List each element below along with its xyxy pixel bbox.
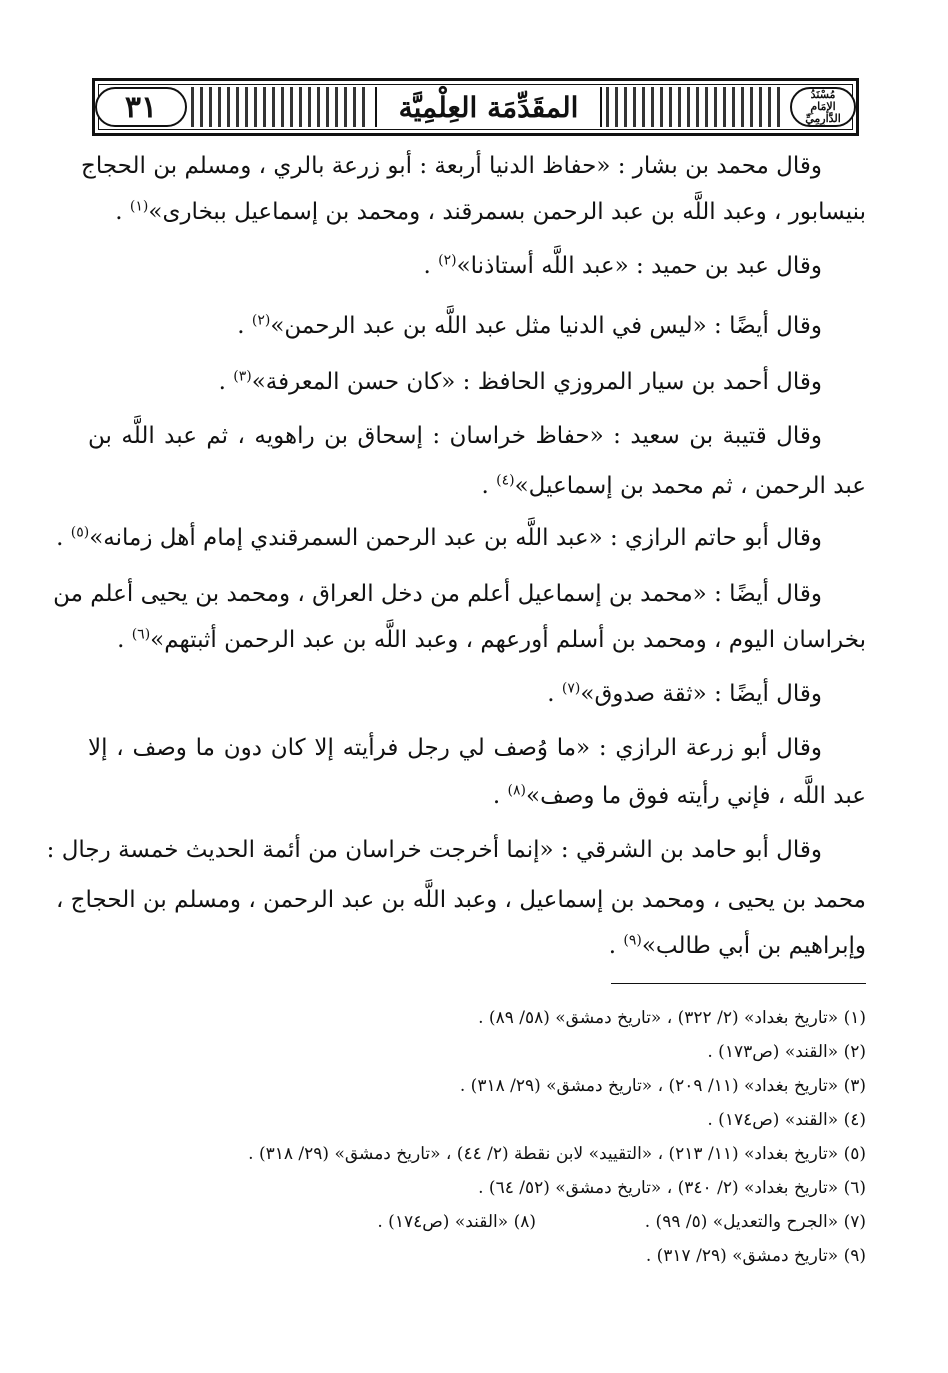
book-logo-cartouche	[790, 87, 856, 127]
footnote-ref: (٧)	[561, 680, 581, 697]
period: .	[481, 473, 489, 499]
line-text: وقال قتيبة بن سعيد : «حفاظ خراسان : إسحاق بن راهويه ، ثم عبد اللَّه بن	[88, 423, 822, 449]
running-title: المقَدِّمَة العِلْمِيَّة	[398, 90, 579, 124]
footnote: (٢) «القند» (ص١٧٣) .	[707, 1042, 866, 1062]
book-logo	[805, 89, 841, 125]
line-text: وقال أبو حامد بن الشرقي : «إنما أخرجت خراسان من أئمة الحديث خمسة رجال :	[46, 837, 822, 863]
period: .	[218, 369, 226, 395]
period: .	[547, 681, 555, 707]
text-line	[88, 308, 866, 344]
period: .	[237, 313, 245, 339]
period: .	[492, 783, 501, 809]
text-line	[88, 468, 866, 504]
page-number: ٣١	[124, 89, 158, 125]
text-line	[88, 622, 866, 658]
text-line	[88, 364, 866, 400]
footnote-ref: (٦)	[131, 626, 151, 643]
line-text: عبد اللَّه ، فإني رأيته فوق ما وصف»	[526, 783, 866, 809]
footnote: (٨) «القند» (ص١٧٤) .	[377, 1212, 536, 1232]
period: .	[115, 199, 123, 225]
logo-line-1: مُسْنَدُ	[810, 88, 836, 101]
footnote-ref: (٢)	[251, 312, 271, 329]
period: .	[608, 933, 617, 959]
line-text: وقال أحمد بن سيار المروزي الحافظ : «كان حسن المعرفة»	[251, 369, 822, 395]
line-text: وقال أبو زرعة الرازي : «ما وُصف لي رجل فرأيته إلا كان دون ما وصف ، إلا	[88, 735, 822, 761]
footnote-ref: (٩)	[623, 932, 642, 949]
line-text: وقال عبد بن حميد : «عبد اللَّه أستاذنا»	[456, 253, 822, 279]
footnote-ref: (٤)	[496, 472, 515, 489]
line-text: وقال أيضًا : «ثقة صدوق»	[580, 681, 822, 707]
ornament-left	[191, 87, 371, 127]
line-text: بنيسابور ، وعبد اللَّه بن عبد الرحمن بسمرقند ، ومحمد بن إسماعيل ببخارى»	[148, 199, 866, 225]
text-line	[88, 928, 866, 964]
text-line	[88, 730, 866, 766]
line-text: وقال أيضًا : «محمد بن إسماعيل أعلم من دخل العراق ، ومحمد بن يحيى أعلم من	[53, 581, 822, 607]
text-line	[55, 882, 866, 918]
text-line	[88, 676, 866, 712]
footnote-ref: (٢)	[438, 252, 457, 269]
footnote: (٧) «الجرح والتعديل» (٥/ ٩٩) .	[644, 1212, 866, 1232]
text-line	[88, 418, 866, 454]
footnote-ref: (٨)	[507, 782, 526, 799]
text-line	[88, 248, 866, 284]
text-line	[80, 148, 866, 184]
text-line	[46, 832, 866, 868]
footnote-separator	[611, 983, 866, 984]
line-text: وقال محمد بن بشار : «حفاظ الدنيا أربعة : أبو زرعة بالري ، ومسلم بن الحجاج	[80, 153, 822, 179]
running-title-box	[375, 87, 603, 127]
footnote-ref: (٥)	[70, 524, 90, 541]
ornament-right	[606, 87, 786, 127]
footnote: (٩) «تاريخ دمشق» (٢٩/ ٣١٧) .	[645, 1246, 866, 1266]
line-text: محمد بن يحيى ، ومحمد بن إسماعيل ، وعبد اللَّه بن عبد الرحمن ، ومسلم بن الحجاج ،	[55, 887, 866, 913]
text-line	[88, 778, 866, 814]
footnote-pair	[88, 1207, 866, 1237]
period: .	[423, 253, 431, 279]
period: .	[56, 525, 64, 551]
footnote: (٣) «تاريخ بغداد» (١١/ ٢٠٩) ، «تاريخ دمشق» (٢٩/ ٣١٨) .	[459, 1076, 866, 1096]
line-text: وإبراهيم بن أبي طالب»	[641, 933, 866, 959]
period: .	[117, 627, 125, 653]
line-text: وقال أيضًا : «ليس في الدنيا مثل عبد اللَّه بن عبد الرحمن»	[270, 313, 822, 339]
running-header	[92, 78, 859, 136]
footnote: (٥) «تاريخ بغداد» (١١/ ٢١٣) ، «التقييد» لابن نقطة (٢/ ٤٤) ، «تاريخ دمشق» (٢٩/ ٣١٨) .	[248, 1144, 866, 1164]
logo-line-2: الإمَامِ الدَّارِمِيِّ	[805, 100, 841, 125]
footnote: (٤) «القند» (ص١٧٤) .	[707, 1110, 866, 1130]
footnote: (١) «تاريخ بغداد» (٢/ ٣٢٢) ، «تاريخ دمشق» (٥٨/ ٨٩) .	[478, 1008, 866, 1028]
footnote: (٦) «تاريخ بغداد» (٢/ ٣٤٠) ، «تاريخ دمشق» (٥٢/ ٦٤) .	[478, 1178, 866, 1198]
footnote-ref: (٣)	[233, 368, 252, 385]
page-number-cartouche	[95, 87, 187, 127]
line-text: بخراسان اليوم ، ومحمد بن أسلم أورعهم ، وعبد اللَّه بن عبد الرحمن أثبتهم»	[150, 627, 866, 653]
line-text: وقال أبو حاتم الرازي : «عبد اللَّه بن عبد الرحمن السمرقندي إمام أهل زمانه»	[89, 525, 822, 551]
text-line	[56, 520, 866, 556]
footnote-ref: (١)	[129, 198, 149, 215]
line-text: عبد الرحمن ، ثم محمد بن إسماعيل»	[514, 473, 866, 499]
text-line	[88, 194, 866, 230]
text-line	[53, 576, 866, 612]
